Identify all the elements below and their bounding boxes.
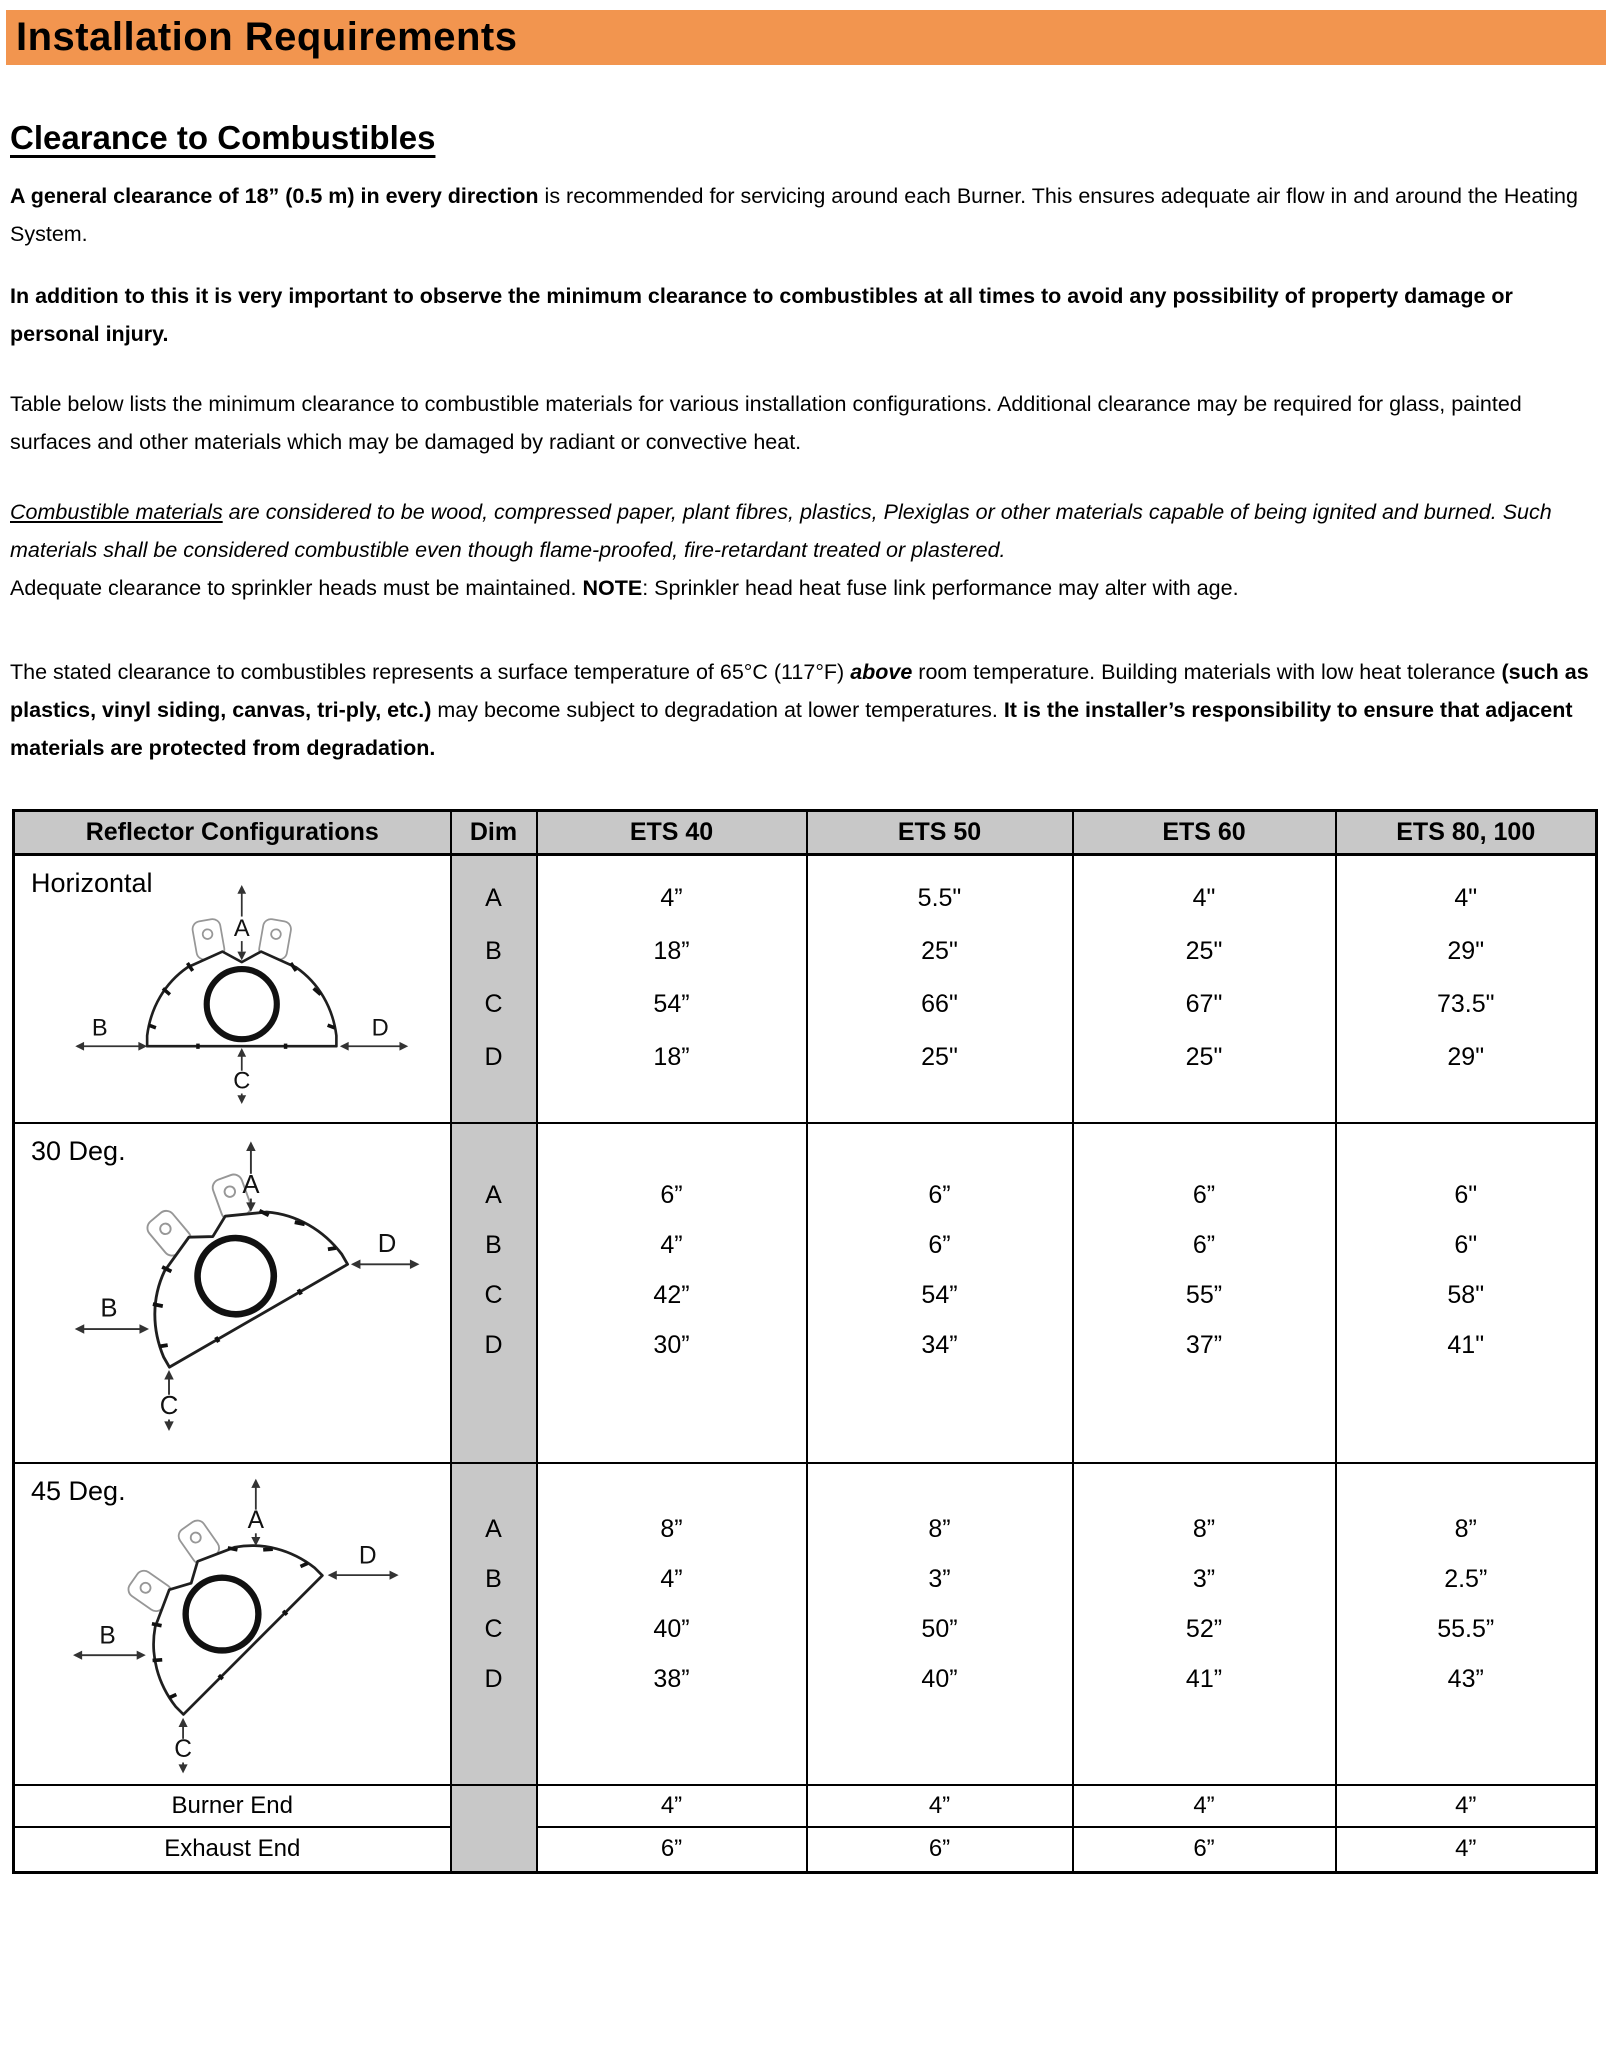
clearance-value: 4” [660,1230,683,1259]
svg-text:B: B [91,1015,108,1042]
clearance-value: 2.5” [1444,1564,1488,1593]
clearance-value: 4" [1192,884,1216,912]
paragraph-bold-lead: A general clearance of 18” (0.5 m) in every direction [10,184,539,208]
svg-text:C: C [174,1735,192,1763]
clearance-value: 34” [921,1330,958,1359]
dim-letter: B [485,937,502,965]
dimension-arrow-d [328,1542,399,1579]
paragraph-bold-materials: (such as plastics, vinyl siding, canvas, tri-ply, etc.) [10,660,1589,722]
paragraph-text: The stated clearance to combustibles represents a surface temperature of 65°C (117°F) [10,660,851,684]
dimension-arrow-d [351,1229,420,1268]
svg-text:C: C [233,1068,251,1095]
clearance-value: 25" [1185,1043,1223,1071]
clearance-value: 4” [1336,1785,1597,1827]
clearance-value: 25" [921,1043,958,1071]
clearance-value: 4” [1073,1785,1336,1827]
clearance-value: 4” [537,1785,807,1827]
clearance-value: 29" [1447,937,1485,965]
clearance-value: 41" [1447,1330,1485,1359]
page-title: Installation Requirements [16,15,518,59]
clearance-table [12,809,1598,1874]
dimension-arrow-c [233,1048,250,1104]
clearance-value: 38” [653,1664,690,1693]
clearance-value: 18” [653,937,690,965]
clearance-value: 4” [1336,1827,1597,1873]
page-title-bar [6,10,1606,65]
clearance-value: 4” [807,1785,1073,1827]
clearance-value: 6” [660,1180,683,1209]
config-label: 30 Deg. [31,1135,126,1166]
dimension-arrow-c [160,1369,179,1430]
header-ets80-100: ETS 80, 100 [1336,811,1597,855]
table-header-row [14,811,1597,855]
header-reflector-configurations: Reflector Configurations [14,811,451,855]
paragraph-text: are considered to be wood, compressed paper, plant fibres, plastics, Plexiglas or other materials capable of being ignited and burned. Such materials shall be considered combustible even though flame-proofed, fire-retardant treated or plastered. [10,500,1552,562]
svg-text:A: A [242,1170,260,1199]
paragraph-text: may become subject to degradation at lower temperatures. [431,698,1004,722]
dim-letter: A [485,1180,502,1209]
clearance-value: 8” [1454,1514,1477,1543]
clearance-value: 6” [1192,1230,1216,1259]
paragraph-combustible-materials [10,493,1602,607]
clearance-value: 54” [921,1280,958,1309]
horizontal-reflector-diagram [49,878,417,1108]
clearance-value: 55” [1185,1280,1223,1309]
clearance-value: 4” [660,884,683,912]
section-heading: Clearance to Combustibles [10,119,436,156]
values-cell-ets80-100 [1336,1463,1597,1785]
values-cell-ets60 [1073,855,1336,1123]
document-page [0,10,1612,2060]
clearance-value: 67" [1185,990,1223,1018]
values-cell-ets50 [807,855,1073,1123]
values-cell-ets60 [1073,1123,1336,1463]
dim-letter: D [484,1043,503,1071]
clearance-value: 6” [807,1827,1073,1873]
values-cell-ets80-100 [1336,1123,1597,1463]
clearance-value: 37” [1185,1330,1223,1359]
clearance-value: 6” [1073,1827,1336,1873]
dimension-arrow-a [234,885,250,960]
clearance-value: 6” [1192,1180,1216,1209]
values-cell-ets40 [537,1463,807,1785]
dim-letter: A [485,884,502,912]
svg-text:D: D [377,1229,397,1258]
combustible-materials-term: Combustible materials [10,500,223,524]
dim-letter: D [484,1330,503,1359]
clearance-value: 18” [653,1043,690,1071]
dimension-arrow-d [340,1016,408,1051]
svg-text:D: D [358,1541,377,1569]
exhaust-end-label: Exhaust End [14,1827,451,1873]
forty-five-degree-reflector-diagram [33,1466,415,1780]
clearance-value: 6" [1454,1230,1478,1259]
dim-letter: A [485,1514,502,1543]
clearance-value: 42” [653,1280,690,1309]
values-cell-ets50 [807,1123,1073,1463]
svg-text:B: B [99,1621,116,1649]
clearance-value: 55.5” [1437,1614,1495,1643]
thirty-degree-reflector-diagram [29,1130,429,1444]
values-cell-ets60 [1073,1463,1336,1785]
clearance-value: 4” [660,1564,683,1593]
clearance-value: 43” [1447,1664,1484,1693]
clearance-value: 6” [928,1180,951,1209]
svg-text:A: A [233,915,250,942]
dim-cell-footer [451,1785,537,1873]
dimension-arrow-b [73,1622,146,1659]
dim-cell [451,855,537,1123]
paragraph-stated-clearance [10,653,1602,767]
table-row-45-deg [14,1463,1597,1785]
header-ets50: ETS 50 [807,811,1073,855]
clearance-value: 6” [928,1230,951,1259]
clearance-value: 3” [1192,1564,1216,1593]
dimension-arrow-b [75,1294,149,1333]
clearance-value: 41” [1185,1664,1223,1693]
paragraph-text: is recommended for servicing around each Burner. This ensures adequate air flow in and around the Heating System. [10,184,1578,246]
clearance-value: 8” [660,1514,683,1543]
clearance-value: 73.5" [1436,990,1495,1018]
clearance-value: 30” [653,1330,690,1359]
paragraph-text: room temperature. Building materials with low heat tolerance [912,660,1502,684]
clearance-value: 5.5" [917,884,962,912]
config-cell-30-deg [14,1123,451,1463]
clearance-value: 6" [1454,1180,1478,1209]
dim-letter: D [484,1664,503,1693]
paragraph-table-intro: Table below lists the minimum clearance to combustible materials for various installation configurations. Additional clearance may be required for glass, painted surfaces and other materials which may be damaged by radiant or convective heat. [10,392,1522,454]
dimension-arrow-a [248,1478,265,1545]
dim-cell [451,1123,537,1463]
dim-letter: B [485,1564,502,1593]
dim-letter: B [485,1230,502,1259]
config-label: Horizontal [31,868,153,898]
dimension-arrow-b [75,1016,147,1051]
values-cell-ets50 [807,1463,1073,1785]
config-cell-45-deg [14,1463,451,1785]
table-row-burner-end [14,1785,1597,1827]
values-cell-ets40 [537,1123,807,1463]
installer-responsibility-bold: It is the installer’s responsibility to ensure that adjacent materials are protected from degradation. [10,698,1573,760]
clearance-value: 3” [928,1564,951,1593]
clearance-value: 52” [1185,1614,1223,1643]
values-cell-ets40 [537,855,807,1123]
clearance-value: 54” [653,990,690,1018]
paragraph-text: : Sprinkler head heat fuse link performance may alter with age. [642,576,1239,600]
paragraph-text: Adequate clearance to sprinkler heads must be maintained. [10,576,583,600]
table-row-30-deg [14,1123,1597,1463]
dim-letter: C [484,1280,503,1309]
clearance-value: 6” [537,1827,807,1873]
dimension-arrow-c [174,1717,192,1772]
clearance-value: 50” [921,1614,958,1643]
paragraph-general-clearance [10,177,1602,253]
values-cell-ets80-100 [1336,855,1597,1123]
clearance-value: 66" [921,990,958,1018]
svg-text:D: D [371,1015,389,1042]
burner-end-label: Burner End [14,1785,451,1827]
clearance-value: 8” [1192,1514,1216,1543]
clearance-value: 29" [1447,1043,1485,1071]
table-row-horizontal [14,855,1597,1123]
config-cell-horizontal [14,855,451,1123]
table-row-exhaust-end [14,1827,1597,1873]
clearance-value: 8” [928,1514,951,1543]
paragraph-important-notice: In addition to this it is very important to observe the minimum clearance to combustibles at all times to avoid any possibility of property damage or personal injury. [10,284,1513,346]
svg-text:B: B [100,1294,118,1323]
dim-letter: C [484,1614,503,1643]
dim-cell [451,1463,537,1785]
above-emphasis: above [850,660,913,684]
clearance-value: 58" [1447,1280,1485,1309]
clearance-value: 40” [921,1664,958,1693]
clearance-value: 25" [1185,937,1223,965]
svg-text:A: A [247,1506,265,1534]
note-label: NOTE [582,576,643,600]
header-dim: Dim [451,811,537,855]
header-ets60: ETS 60 [1073,811,1336,855]
header-ets40: ETS 40 [537,811,807,855]
clearance-value: 25" [921,937,958,965]
svg-text:C: C [159,1391,179,1420]
clearance-value: 4" [1454,884,1478,912]
config-label: 45 Deg. [31,1475,126,1506]
dim-letter: C [484,990,503,1018]
clearance-value: 40” [653,1614,690,1643]
